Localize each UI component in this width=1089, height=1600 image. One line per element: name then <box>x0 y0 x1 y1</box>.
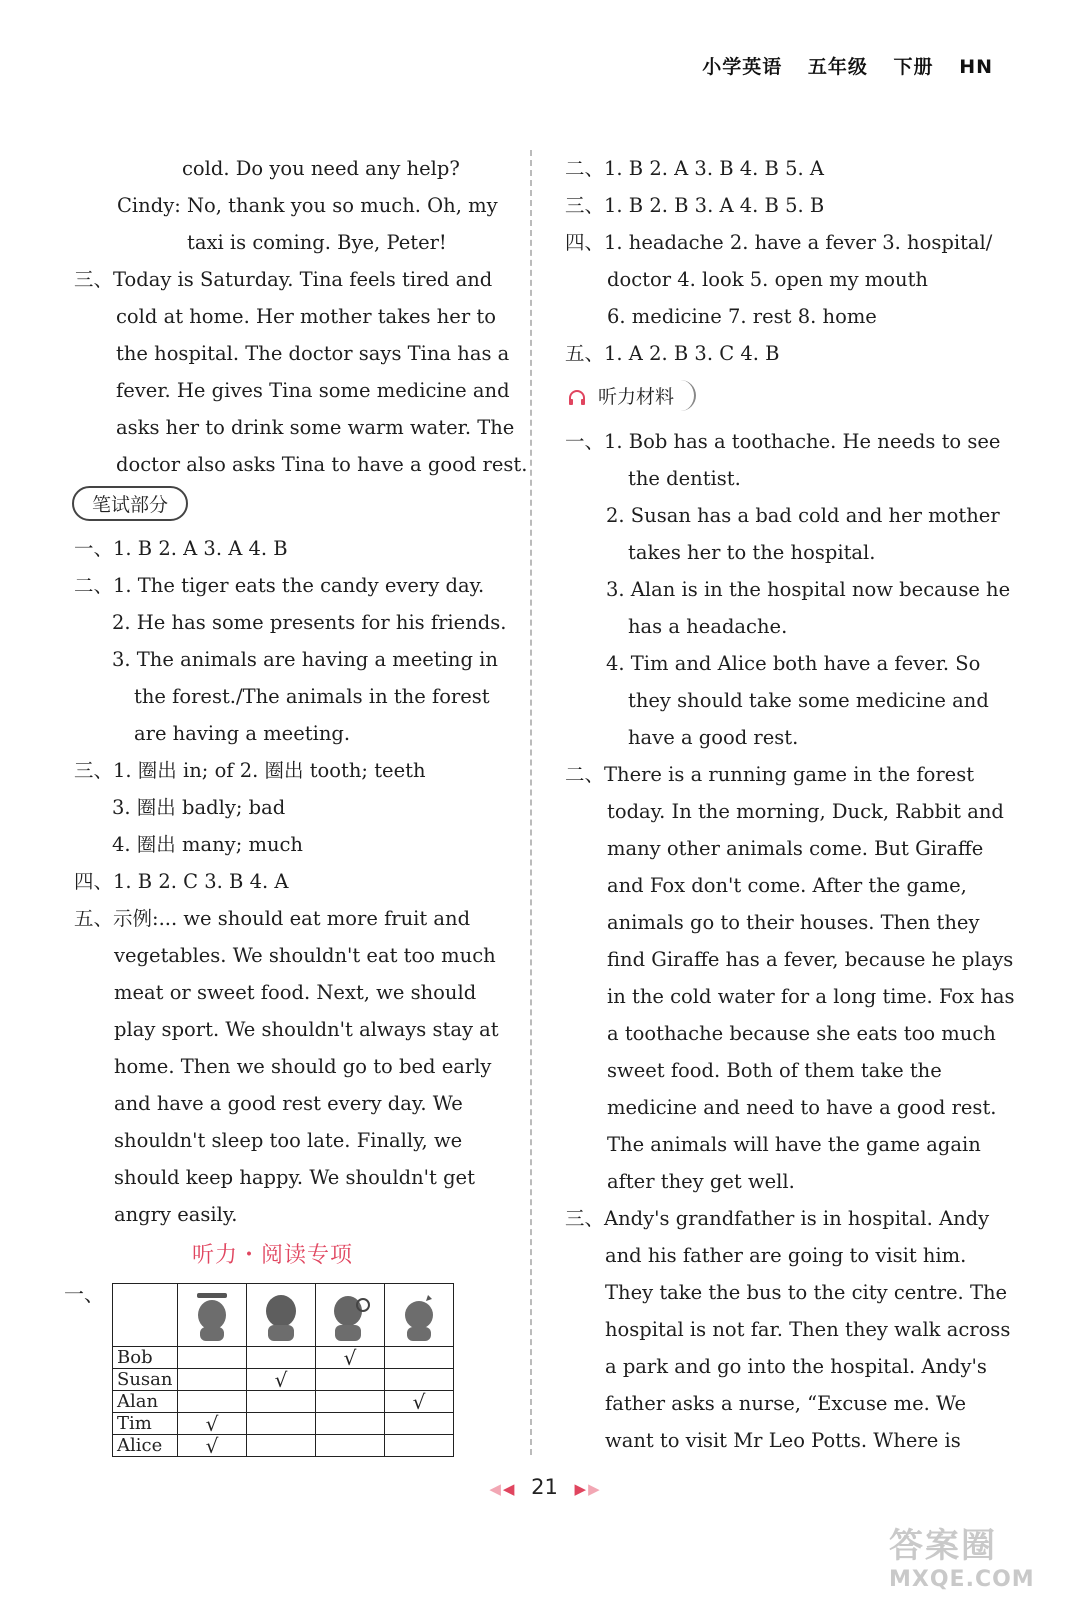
text-line: the hospital. The doctor says Tina has a <box>116 342 510 365</box>
table-name-cell: Bob <box>113 1347 178 1369</box>
text-line: asks her to drink some warm water. The <box>116 416 515 439</box>
table-picture-cell <box>316 1284 385 1347</box>
text-line: meat or sweet food. Next, we should <box>114 981 477 1004</box>
table-mark-cell: √ <box>178 1435 247 1457</box>
text-line: 一、1. Bob has a toothache. He needs to see <box>565 430 1001 453</box>
table-section-label: 一、 <box>64 1282 104 1306</box>
text-line: 三、1. 圈出 in; of 2. 圈出 tooth; teeth <box>74 759 426 782</box>
text-line: takes her to the hospital. <box>628 541 876 564</box>
table-row <box>113 1369 454 1391</box>
text-line: should keep happy. We shouldn't get <box>114 1166 475 1189</box>
text-line: 五、示例:... we should eat more fruit and <box>74 907 471 930</box>
prev-arrow-icon: ◀ <box>502 1480 515 1498</box>
text-line: 6. medicine 7. rest 8. home <box>607 305 877 328</box>
text-line: They take the bus to the city centre. The <box>605 1281 1008 1304</box>
watermark-bottom: MXQE.COM <box>889 1567 1035 1592</box>
header-subject: 小学英语 <box>702 56 783 78</box>
next-arrow-icon: ▶ <box>588 1480 600 1498</box>
text-line: hospital is not far. Then they walk across <box>605 1318 1011 1341</box>
text-line: father asks a nurse, “Excuse me. We <box>605 1392 967 1415</box>
text-line: and Fox don't come. After the game, <box>607 874 967 897</box>
table-mark-cell <box>316 1413 385 1435</box>
text-line: play sport. We shouldn't always stay at <box>114 1018 499 1041</box>
text-line: many other animals come. But Giraffe <box>607 837 984 860</box>
text-line: has a headache. <box>628 615 788 638</box>
table-row <box>113 1413 454 1435</box>
text-line: cold at home. Her mother takes her to <box>116 305 496 328</box>
table-mark-cell <box>385 1413 454 1435</box>
text-line: 2. He has some presents for his friends. <box>112 611 507 634</box>
toothache-face-icon <box>329 1291 371 1343</box>
text-line: a toothache because she eats too much <box>607 1022 996 1045</box>
table-picture-cell <box>247 1284 316 1347</box>
text-line: 三、1. B 2. B 3. A 4. B 5. B <box>565 194 825 217</box>
text-line: 四、1. headache 2. have a fever 3. hospital/ <box>565 231 993 254</box>
table-corner-cell <box>113 1284 178 1347</box>
text-line: doctor also asks Tina to have a good rest. <box>116 453 528 476</box>
headphone-icon <box>568 390 586 406</box>
table-name-cell: Tim <box>113 1413 178 1435</box>
text-line: they should take some medicine and <box>628 689 989 712</box>
header-edition: HN <box>959 56 993 78</box>
header-volume: 下册 <box>893 56 934 78</box>
answer-table <box>112 1283 454 1457</box>
page-header <box>684 52 993 79</box>
text-line: fever. He gives Tina some medicine and <box>116 379 510 402</box>
text-line: cold. Do you need any help? <box>182 157 460 180</box>
table-mark-cell <box>178 1369 247 1391</box>
table-mark-cell: √ <box>178 1413 247 1435</box>
table-name-cell: Susan <box>113 1369 178 1391</box>
table-picture-cell <box>178 1284 247 1347</box>
table-name-cell: Alan <box>113 1391 178 1413</box>
table-mark-cell <box>247 1347 316 1369</box>
text-line: 二、1. B 2. A 3. B 4. B 5. A <box>565 157 824 180</box>
watermark-logo <box>889 1518 1059 1592</box>
text-line: 4. 圈出 many; much <box>112 833 303 856</box>
text-line: 二、There is a running game in the forest <box>565 763 975 786</box>
text-line: after they get well. <box>607 1170 795 1193</box>
table-mark-cell <box>247 1413 316 1435</box>
table-mark-cell <box>316 1369 385 1391</box>
text-line: medicine and need to have a good rest. <box>607 1096 997 1119</box>
table-mark-cell <box>178 1347 247 1369</box>
next-arrow-icon: ▶ <box>574 1480 587 1498</box>
text-line: want to visit Mr Leo Potts. Where is <box>605 1429 961 1452</box>
listening-material-text: 听力材料 <box>592 380 696 411</box>
cold-face-icon <box>260 1291 302 1343</box>
text-line: 一、1. B 2. A 3. A 4. B <box>74 537 288 560</box>
table-mark-cell: √ <box>316 1347 385 1369</box>
text-line: 四、1. B 2. C 3. B 4. A <box>74 870 289 893</box>
page-footer <box>0 1475 1089 1499</box>
text-line: a park and go into the hospital. Andy's <box>605 1355 987 1378</box>
text-line: home. Then we should go to bed early <box>114 1055 492 1078</box>
text-line: the dentist. <box>628 467 741 490</box>
table-mark-cell <box>316 1391 385 1413</box>
text-line: animals go to their houses. Then they <box>607 911 980 934</box>
headache-face-icon <box>398 1291 440 1343</box>
text-line: 3. The animals are having a meeting in <box>112 648 498 671</box>
table-row <box>113 1347 454 1369</box>
text-line: vegetables. We shouldn't eat too much <box>114 944 496 967</box>
text-line: 3. 圈出 badly; bad <box>112 796 286 819</box>
table-mark-cell <box>247 1391 316 1413</box>
table-name-cell: Alice <box>113 1435 178 1457</box>
section-title: 听力・阅读专项 <box>192 1243 354 1268</box>
table-row <box>113 1435 454 1457</box>
text-line: in the cold water for a long time. Fox has <box>607 985 1015 1008</box>
text-line: are having a meeting. <box>134 722 351 745</box>
header-grade: 五年级 <box>807 56 868 78</box>
table-header-row <box>113 1284 454 1347</box>
table-mark-cell: √ <box>247 1369 316 1391</box>
text-line: the forest./The animals in the forest <box>134 685 490 708</box>
text-line: 三、Andy's grandfather is in hospital. Andy <box>565 1207 990 1230</box>
listening-material-label <box>568 380 696 411</box>
table-picture-cell <box>385 1284 454 1347</box>
text-line: 二、1. The tiger eats the candy every day. <box>74 574 485 597</box>
table-mark-cell <box>316 1435 385 1457</box>
table-mark-cell: √ <box>385 1391 454 1413</box>
text-line: sweet food. Both of them take the <box>607 1059 942 1082</box>
text-line: 3. Alan is in the hospital now because he <box>606 578 1011 601</box>
text-line: 4. Tim and Alice both have a fever. So <box>606 652 981 675</box>
column-divider <box>530 150 532 1455</box>
text-line: and have a good rest every day. We <box>114 1092 463 1115</box>
table-row <box>113 1391 454 1413</box>
table-mark-cell <box>385 1347 454 1369</box>
prev-arrow-icon: ◀ <box>489 1480 501 1498</box>
page-number: 21 <box>531 1475 558 1499</box>
text-line: find Giraffe has a fever, because he plays <box>607 948 1014 971</box>
text-line: shouldn't sleep too late. Finally, we <box>114 1129 463 1152</box>
text-line: today. In the morning, Duck, Rabbit and <box>607 800 1004 823</box>
text-line: angry easily. <box>114 1203 238 1226</box>
text-line: doctor 4. look 5. open my mouth <box>607 268 928 291</box>
text-line: Cindy: No, thank you so much. Oh, my <box>117 194 498 217</box>
table-mark-cell <box>385 1369 454 1391</box>
fever-face-icon <box>191 1291 233 1343</box>
watermark-top: 答案圈 <box>889 1526 997 1566</box>
text-line: 三、Today is Saturday. Tina feels tired and <box>74 268 493 291</box>
text-line: The animals will have the game again <box>607 1133 981 1156</box>
written-section-label: 笔试部分 <box>72 486 188 521</box>
text-line: 五、1. A 2. B 3. C 4. B <box>565 342 780 365</box>
table-mark-cell <box>178 1391 247 1413</box>
text-line: have a good rest. <box>628 726 799 749</box>
table-mark-cell <box>247 1435 316 1457</box>
text-line: taxi is coming. Bye, Peter! <box>187 231 447 254</box>
text-line: and his father are going to visit him. <box>605 1244 967 1267</box>
table-mark-cell <box>385 1435 454 1457</box>
text-line: 2. Susan has a bad cold and her mother <box>606 504 1000 527</box>
